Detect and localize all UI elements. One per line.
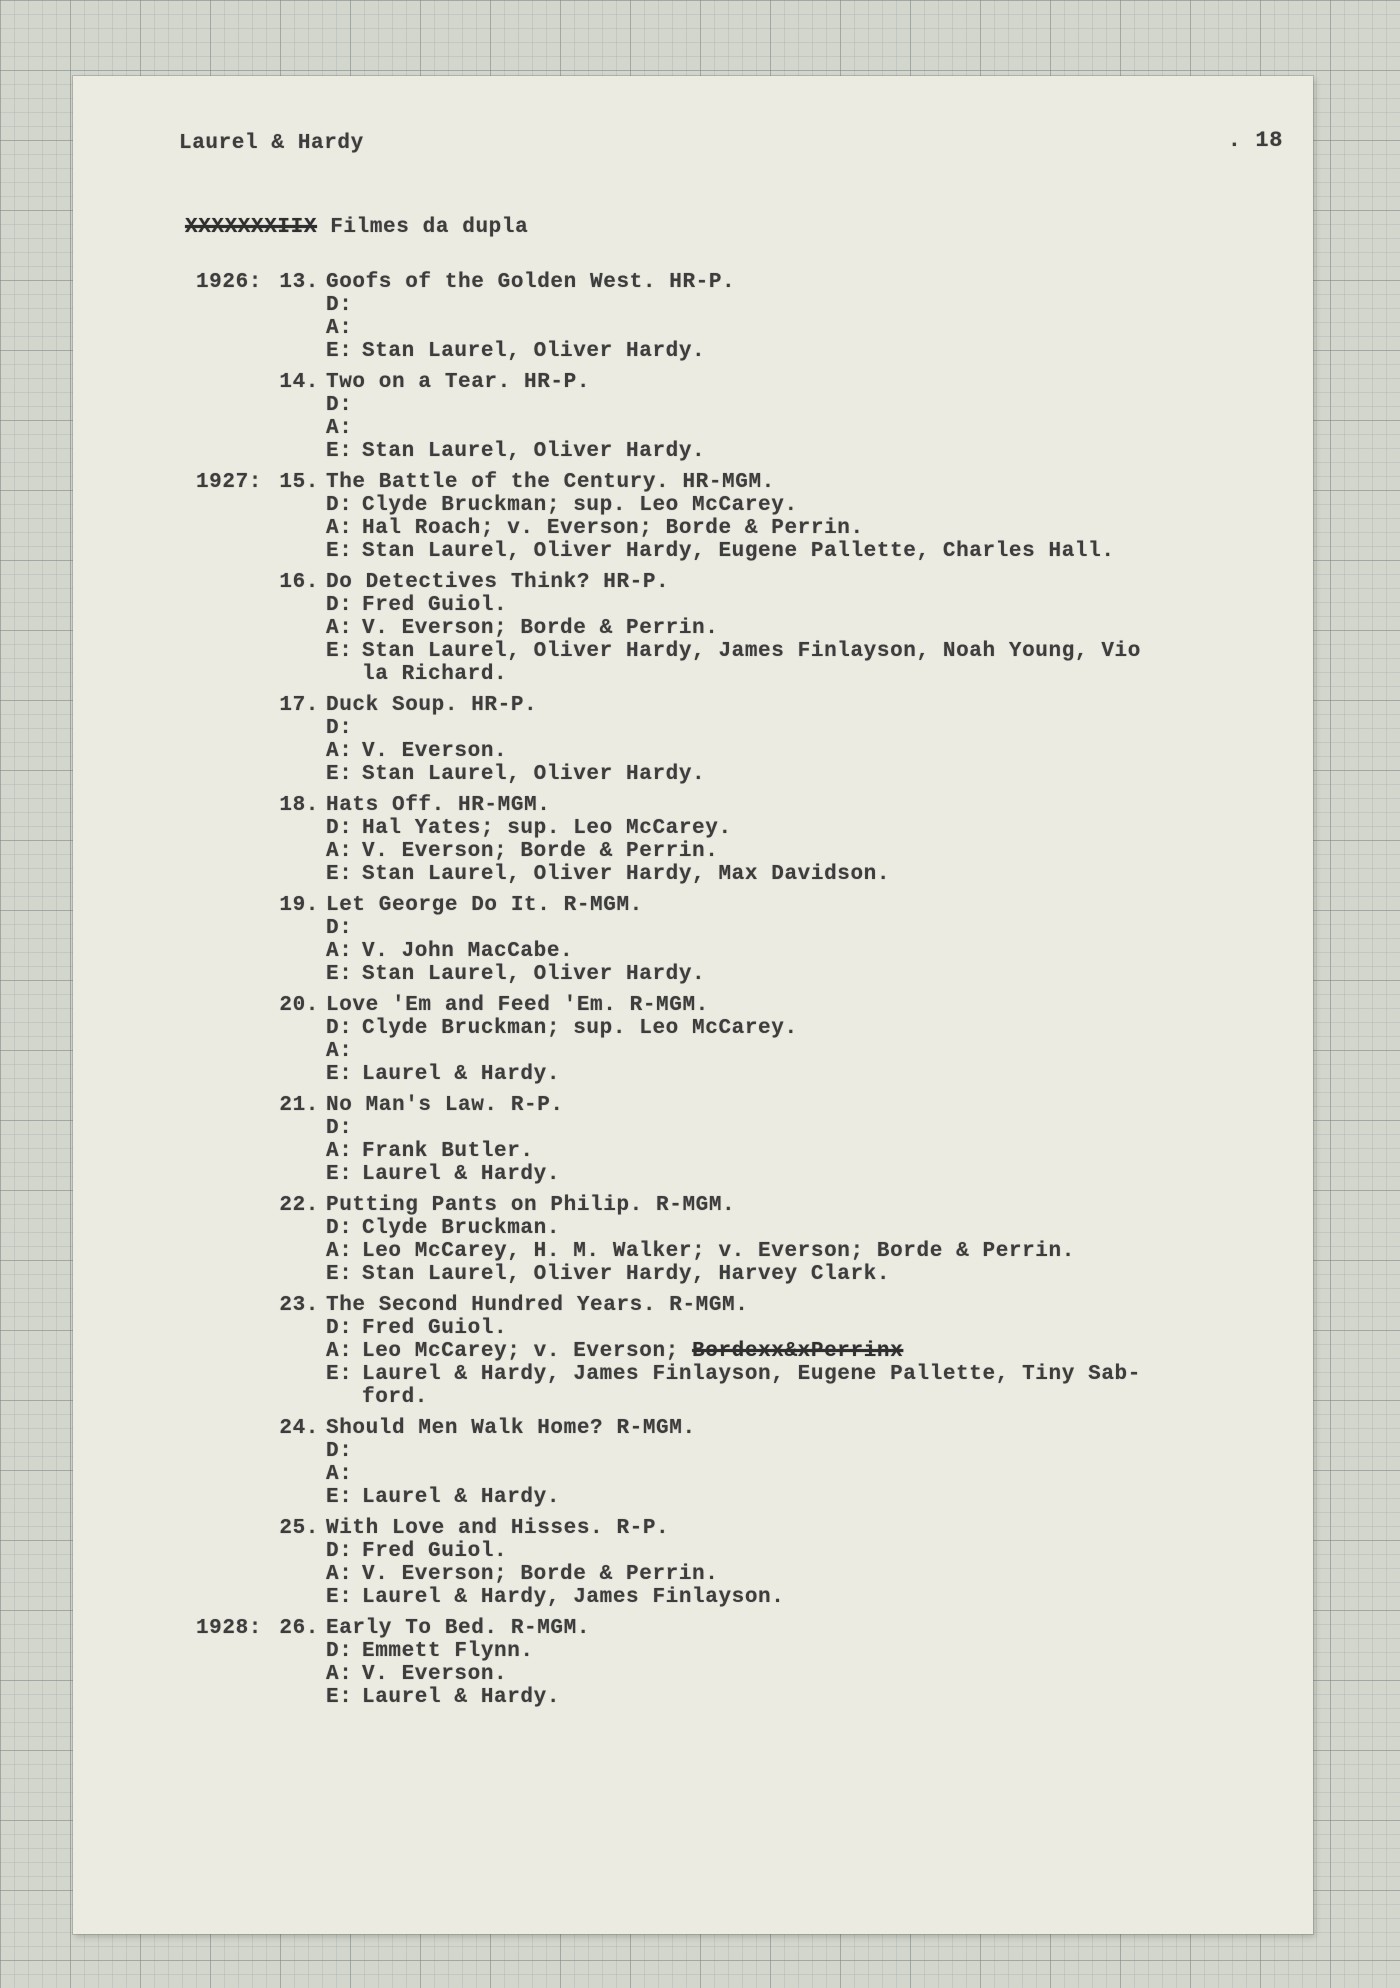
credit-label: E: [326, 863, 353, 886]
film-number: 17. [279, 694, 319, 717]
struck-out-text: Bordexx&xPerrinx [692, 1340, 904, 1363]
credit-label: D: [326, 717, 353, 740]
credit-label: A: [326, 940, 353, 963]
credit-label: A: [326, 1563, 353, 1586]
credit-label: D: [326, 1317, 353, 1340]
credit-label: A: [326, 1040, 353, 1063]
film-title-line [183, 471, 1293, 494]
credit-line [183, 340, 1293, 363]
credit-text: Stan Laurel, Oliver Hardy, James Finlayson, Noah Young, Vio [362, 640, 1141, 663]
credit-line [183, 1663, 1293, 1686]
credit-label: E: [326, 640, 353, 663]
credit-label: A: [326, 1140, 353, 1163]
credit-label: E: [326, 340, 353, 363]
film-entry [183, 571, 1293, 686]
credit-line [183, 1017, 1293, 1040]
credit-label: D: [326, 494, 353, 517]
film-number: 23. [279, 1294, 319, 1317]
credit-label: A: [326, 1240, 353, 1263]
credit-text: Stan Laurel, Oliver Hardy. [362, 340, 706, 363]
film-number: 18. [279, 794, 319, 817]
film-entry [183, 794, 1293, 886]
credit-label: A: [326, 740, 353, 763]
credit-label: E: [326, 763, 353, 786]
credit-line [183, 1063, 1293, 1086]
typewritten-page [73, 76, 1313, 1934]
credit-line [183, 1640, 1293, 1663]
film-entry [183, 1517, 1293, 1609]
credit-continuation: ford. [362, 1386, 429, 1409]
credit-label: D: [326, 1217, 353, 1240]
film-title: Do Detectives Think? HR-P. [326, 571, 670, 594]
credit-line [183, 717, 1293, 740]
film-title-line [183, 371, 1293, 394]
film-entry [183, 1094, 1293, 1186]
film-title: Early To Bed. R-MGM. [326, 1617, 591, 1640]
film-year: 1927: [195, 471, 262, 494]
credit-text: Stan Laurel, Oliver Hardy, Harvey Clark. [362, 1263, 891, 1286]
credit-line [183, 1686, 1293, 1709]
film-title: The Battle of the Century. HR-MGM. [326, 471, 775, 494]
film-entry [183, 994, 1293, 1086]
film-title: Putting Pants on Philip. R-MGM. [326, 1194, 736, 1217]
film-number: 19. [279, 894, 319, 917]
credit-label: E: [326, 1686, 353, 1709]
credit-line [183, 317, 1293, 340]
credit-label: E: [326, 1363, 353, 1386]
film-title: Should Men Walk Home? R-MGM. [326, 1417, 696, 1440]
credit-text: Frank Butler. [362, 1140, 534, 1163]
credit-label: A: [326, 840, 353, 863]
film-entry [183, 894, 1293, 986]
film-title-line [183, 1417, 1293, 1440]
film-title: With Love and Hisses. R-P. [326, 1517, 670, 1540]
credit-label: A: [326, 1340, 353, 1363]
credit-continuation: la Richard. [362, 663, 508, 686]
credit-text: V. Everson; Borde & Perrin. [362, 840, 719, 863]
credit-label: D: [326, 1017, 353, 1040]
credit-label: D: [326, 594, 353, 617]
credit-line [183, 517, 1293, 540]
credit-label: A: [326, 417, 353, 440]
film-title: Let George Do It. R-MGM. [326, 894, 643, 917]
credit-line [183, 1463, 1293, 1486]
credit-text: Leo McCarey; v. Everson; [362, 1340, 693, 1363]
film-title-line [183, 894, 1293, 917]
credit-text: V. Everson; Borde & Perrin. [362, 617, 719, 640]
credit-text: Laurel & Hardy, James Finlayson, Eugene Pallette, Tiny Sab- [362, 1363, 1141, 1386]
credit-text: Laurel & Hardy. [362, 1486, 561, 1509]
credit-line [183, 294, 1293, 317]
credit-line [183, 1140, 1293, 1163]
credit-text: V. John MacCabe. [362, 940, 574, 963]
section-heading [185, 216, 528, 239]
film-title: Duck Soup. HR-P. [326, 694, 538, 717]
credit-label: A: [326, 1463, 353, 1486]
credit-label: D: [326, 917, 353, 940]
credit-label: E: [326, 1486, 353, 1509]
film-entry [183, 1417, 1293, 1509]
credit-text: Stan Laurel, Oliver Hardy, Max Davidson. [362, 863, 891, 886]
credit-line [183, 1440, 1293, 1463]
film-title-line [183, 271, 1293, 294]
film-number: 13. [279, 271, 319, 294]
page-number: . 18 [1227, 128, 1283, 153]
film-number: 15. [279, 471, 319, 494]
header-title: Laurel & Hardy [179, 132, 364, 155]
film-entry [183, 694, 1293, 786]
credit-text: Stan Laurel, Oliver Hardy. [362, 763, 706, 786]
film-title-line [183, 1094, 1293, 1117]
film-title-line [183, 1294, 1293, 1317]
credit-label: D: [326, 1640, 353, 1663]
credit-label: D: [326, 817, 353, 840]
credit-text: Fred Guiol. [362, 594, 508, 617]
credit-text: Laurel & Hardy. [362, 1163, 561, 1186]
credit-line [183, 963, 1293, 986]
credit-line [183, 863, 1293, 886]
credit-text: Clyde Bruckman; sup. Leo McCarey. [362, 494, 798, 517]
credit-line [183, 1317, 1293, 1340]
film-year: 1928: [195, 1617, 262, 1640]
credit-line [183, 417, 1293, 440]
credit-line [183, 1363, 1293, 1386]
credit-label: A: [326, 1663, 353, 1686]
film-title-line [183, 1194, 1293, 1217]
credit-line [183, 740, 1293, 763]
credit-line [183, 917, 1293, 940]
credit-label: D: [326, 1440, 353, 1463]
credit-label: E: [326, 540, 353, 563]
film-title-line [183, 794, 1293, 817]
credit-text: Fred Guiol. [362, 1540, 508, 1563]
credit-line [183, 394, 1293, 417]
credit-label: E: [326, 440, 353, 463]
film-entry [183, 271, 1293, 363]
credit-label: E: [326, 1063, 353, 1086]
film-entry [183, 371, 1293, 463]
credit-label: D: [326, 1117, 353, 1140]
credit-text: Stan Laurel, Oliver Hardy, Eugene Pallette, Charles Hall. [362, 540, 1115, 563]
credit-text: V. Everson. [362, 740, 508, 763]
credit-line [183, 940, 1293, 963]
credit-label: A: [326, 517, 353, 540]
film-entry [183, 1617, 1293, 1709]
credit-label: E: [326, 1263, 353, 1286]
credit-line [183, 1263, 1293, 1286]
film-list [183, 271, 1293, 1717]
credit-line [183, 817, 1293, 840]
credit-line [183, 1163, 1293, 1186]
credit-text: Laurel & Hardy. [362, 1063, 561, 1086]
credit-label: E: [326, 1586, 353, 1609]
film-title: Two on a Tear. HR-P. [326, 371, 591, 394]
credit-line [183, 594, 1293, 617]
film-number: 21. [279, 1094, 319, 1117]
credit-line [183, 540, 1293, 563]
film-title-line [183, 571, 1293, 594]
credit-line [183, 763, 1293, 786]
credit-label: D: [326, 1540, 353, 1563]
credit-line [183, 840, 1293, 863]
film-title: The Second Hundred Years. R-MGM. [326, 1294, 749, 1317]
credit-line [183, 617, 1293, 640]
film-title-line [183, 994, 1293, 1017]
credit-label: A: [326, 317, 353, 340]
credit-line [183, 1117, 1293, 1140]
credit-line [183, 440, 1293, 463]
credit-text: Clyde Bruckman; sup. Leo McCarey. [362, 1017, 798, 1040]
credit-line [183, 1563, 1293, 1586]
credit-text: Stan Laurel, Oliver Hardy. [362, 963, 706, 986]
film-entry [183, 471, 1293, 563]
film-title-line [183, 1517, 1293, 1540]
credit-text: Emmett Flynn. [362, 1640, 534, 1663]
credit-line [183, 1586, 1293, 1609]
film-number: 25. [279, 1517, 319, 1540]
credit-line [183, 1040, 1293, 1063]
credit-line [183, 1540, 1293, 1563]
film-title-line [183, 1617, 1293, 1640]
film-title: No Man's Law. R-P. [326, 1094, 564, 1117]
credit-label: E: [326, 1163, 353, 1186]
film-number: 22. [279, 1194, 319, 1217]
credit-label: E: [326, 963, 353, 986]
credit-text: Hal Yates; sup. Leo McCarey. [362, 817, 732, 840]
credit-text: Stan Laurel, Oliver Hardy. [362, 440, 706, 463]
credit-label: D: [326, 294, 353, 317]
credit-line [183, 1217, 1293, 1240]
credit-line [183, 494, 1293, 517]
film-number: 14. [279, 371, 319, 394]
credit-line [183, 640, 1293, 663]
film-entry [183, 1194, 1293, 1286]
film-title: Love 'Em and Feed 'Em. R-MGM. [326, 994, 709, 1017]
credit-line [183, 1340, 1293, 1363]
film-title-line [183, 694, 1293, 717]
credit-line [183, 1240, 1293, 1263]
film-title: Goofs of the Golden West. HR-P. [326, 271, 736, 294]
film-entry [183, 1294, 1293, 1409]
credit-label: A: [326, 617, 353, 640]
credit-text: Clyde Bruckman. [362, 1217, 561, 1240]
credit-text: Fred Guiol. [362, 1317, 508, 1340]
credit-text: Laurel & Hardy. [362, 1686, 561, 1709]
section-title: Filmes da dupla [330, 216, 529, 239]
film-number: 16. [279, 571, 319, 594]
film-number: 20. [279, 994, 319, 1017]
credit-text: V. Everson. [362, 1663, 508, 1686]
credit-line [183, 1486, 1293, 1509]
credit-text: Laurel & Hardy, James Finlayson. [362, 1586, 785, 1609]
credit-text: Leo McCarey, H. M. Walker; v. Everson; Borde & Perrin. [362, 1240, 1075, 1263]
credit-text: Hal Roach; v. Everson; Borde & Perrin. [362, 517, 864, 540]
struck-out-text: XXXXXXXIIX [185, 216, 318, 239]
film-title: Hats Off. HR-MGM. [326, 794, 551, 817]
credit-text: V. Everson; Borde & Perrin. [362, 1563, 719, 1586]
film-number: 26. [279, 1617, 319, 1640]
credit-label: D: [326, 394, 353, 417]
film-year: 1926: [195, 271, 262, 294]
film-number: 24. [279, 1417, 319, 1440]
